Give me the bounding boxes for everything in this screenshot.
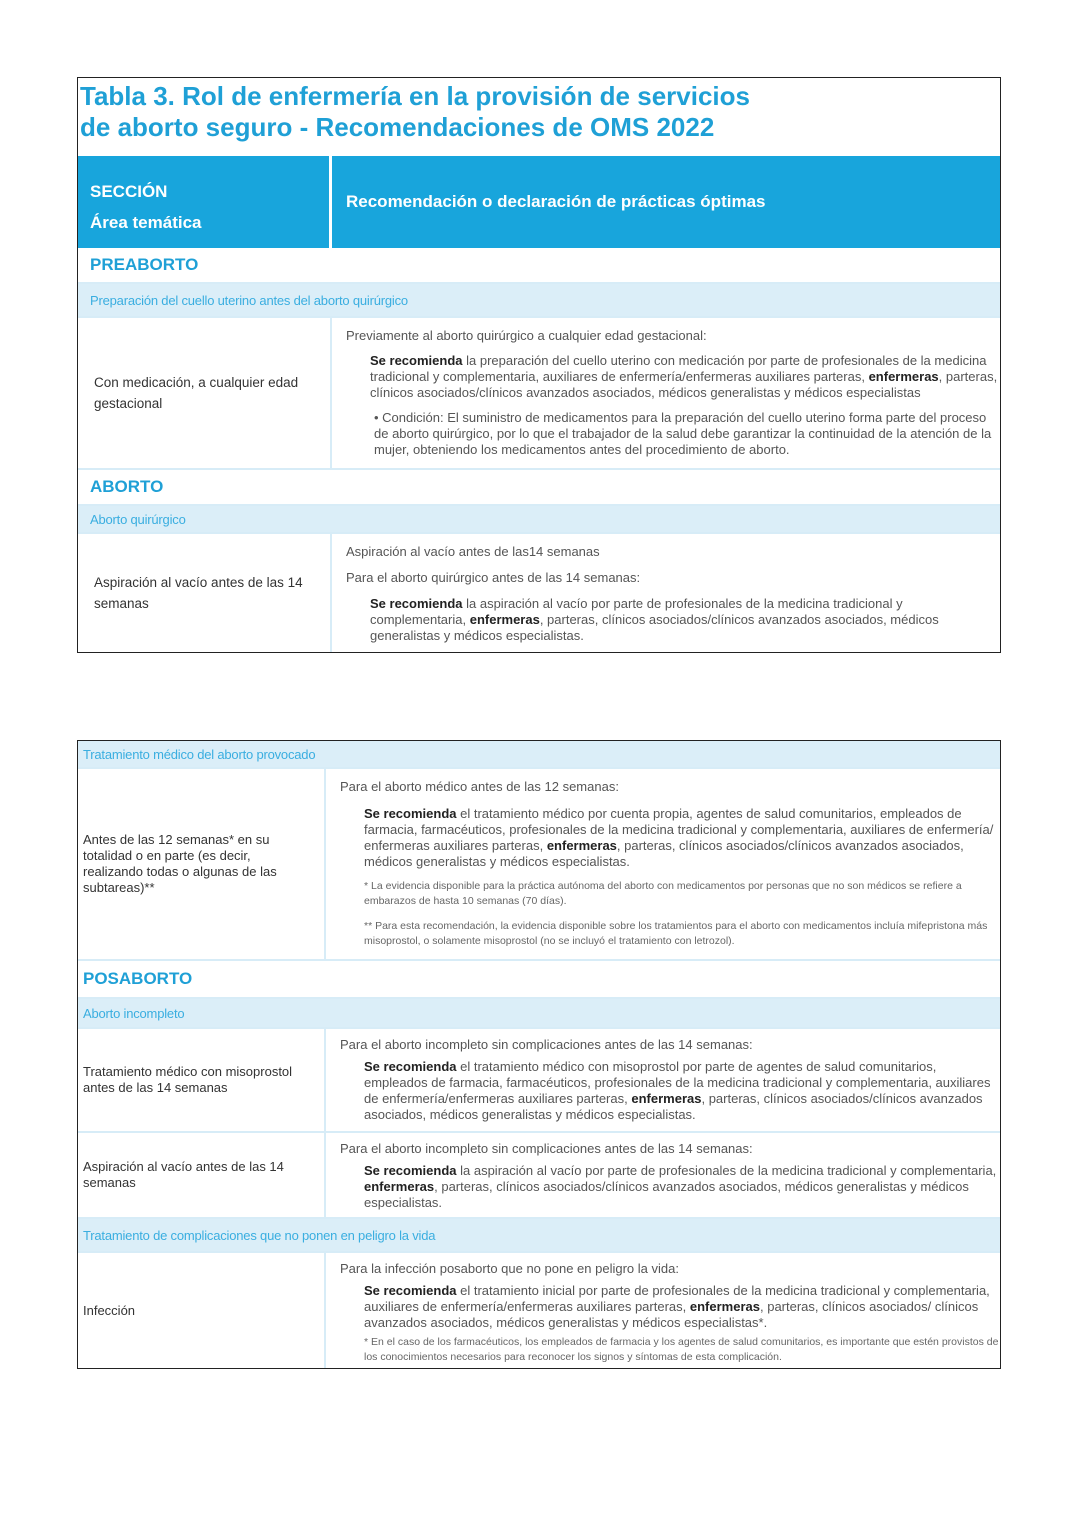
row-area: Con medicación, a cualquier edad gestacional xyxy=(78,318,332,468)
rec-text-2: , parteras, clínicos asociados/clínicos avanzados asociados, médicos generalistas y médicos especialistas. xyxy=(364,1091,983,1122)
rec-text-1: la aspiración al vacío por parte de profesionales de la medicina tradicional y complementaria, xyxy=(370,596,903,627)
subsection-preparacion: Preparación del cuello uterino antes del aborto quirúrgico xyxy=(78,284,1000,318)
row-rec-text xyxy=(340,1163,1000,1211)
table-row xyxy=(78,1133,1000,1219)
row-note-1: * La evidencia disponible para la práctica autónoma del aborto con medicamentos por personas que no son médicos se refiere a embarazos de hasta 10 semanas (70 días). xyxy=(364,880,962,907)
row-rec-text xyxy=(340,1059,1000,1123)
section-preaborto: PREABORTO xyxy=(78,248,1000,284)
rec-bold-2: enfermeras xyxy=(689,1299,760,1314)
row-area: Antes de las 12 semanas* en su totalidad o en parte (es decir, realizando todas o algunas de las subtareas)** xyxy=(78,769,326,959)
table-row xyxy=(78,1253,1000,1368)
rec-bold: Se recomienda xyxy=(364,1283,457,1298)
rec-text-1: el tratamiento médico por cuenta propia, agentes de salud comunitarios, empleados de farmacia, farmacéuticos, profesionales de la medicina tradicional y complementaria, auxiliares de enfermería/ enfermeras auxiliares parteras, xyxy=(364,806,994,853)
header-area-label: Área temática xyxy=(90,213,202,232)
header-seccion-label: SECCIÓN xyxy=(90,182,168,201)
header-col-recomendacion: Recomendación o declaración de prácticas óptimas xyxy=(346,192,766,211)
table-row xyxy=(78,1029,1000,1133)
subsection-incompleto: Aborto incompleto xyxy=(78,999,1000,1029)
subsection-tratamiento: Tratamiento médico del aborto provocado xyxy=(78,741,1000,769)
table-1 xyxy=(77,77,1001,653)
table-2 xyxy=(77,740,1001,1369)
row-line-2: Para el aborto quirúrgico antes de las 14 semanas: xyxy=(346,570,641,585)
row-recommendation xyxy=(332,318,1000,468)
rec-bold: Se recomienda xyxy=(370,353,463,368)
row-rec-text xyxy=(346,596,1000,644)
row-recommendation xyxy=(332,534,1000,652)
rec-text-2: , parteras, clínicos asociados/ clínicos avanzados asociados, médicos generalistas y médicos especialistas*. xyxy=(364,1299,979,1330)
row-recommendation xyxy=(326,1133,1000,1217)
rec-text-1: la preparación del cuello uterino con medicación por parte de profesionales de la medicina tradicional y complementaria, auxiliares de enfermería/enfermeras auxiliares parteras, xyxy=(370,353,987,384)
row-area: Tratamiento médico con misoprostol antes de las 14 semanas xyxy=(78,1029,326,1131)
rec-bold-2: enfermeras xyxy=(364,1179,435,1194)
rec-bold-2: enfermeras xyxy=(546,838,617,853)
rec-text-2: , parteras, clínicos asociados/clínicos avanzados asociados, médicos generalistas y médicos especialistas. xyxy=(370,612,939,643)
row-rec-text xyxy=(340,806,1000,870)
rec-bold: Se recomienda xyxy=(364,1163,457,1178)
row-rec-text xyxy=(340,1283,1000,1331)
row-note-2: ** Para esta recomendación, la evidencia disponible sobre los tratamientos para el aborto con medicamentos incluía mifepristona más misoprostol, o solamente misoprostol (no se incluyó el tratamiento con letrozol). xyxy=(364,920,988,947)
table-title xyxy=(78,78,1000,156)
rec-bold: Se recomienda xyxy=(364,806,457,821)
rec-text-1: el tratamiento médico con misoprostol por parte de agentes de salud comunitarios, empleados de farmacia, farmacéuticos, profesionales de la medicina tradicional y complementaria, auxiliares de enfermería/enfermeras auxiliares parteras, xyxy=(364,1059,991,1106)
header-col-seccion xyxy=(78,156,332,248)
row-area: Aspiración al vacío antes de las 14 semanas xyxy=(78,1133,326,1217)
subsection-quirurgico: Aborto quirúrgico xyxy=(78,506,1000,534)
rec-text-2: , parteras, clínicos asociados/clínicos avanzados asociados, médicos generalistas y médicos especialistas xyxy=(370,369,998,400)
table-row xyxy=(78,769,1000,961)
row-area: Aspiración al vacío antes de las 14 semanas xyxy=(78,534,332,652)
row-rec-text xyxy=(346,353,1000,401)
section-posaborto: POSABORTO xyxy=(78,961,1000,999)
rec-text-1: el tratamiento inicial por parte de profesionales de la medicina tradicional y complementaria, auxiliares de enfermería/enfermeras auxiliares parteras, xyxy=(364,1283,990,1314)
rec-bold: Se recomienda xyxy=(370,596,463,611)
row-intro: Para el aborto incompleto sin complicaciones antes de las 14 semanas: xyxy=(340,1037,753,1052)
rec-bold-2: enfermeras xyxy=(631,1091,702,1106)
row-recommendation xyxy=(326,769,1000,959)
section-aborto: ABORTO xyxy=(78,470,1000,506)
row-intro: Para el aborto incompleto sin complicaciones antes de las 14 semanas: xyxy=(340,1141,753,1156)
row-intro: Previamente al aborto quirúrgico a cualquier edad gestacional: xyxy=(346,328,707,343)
title-line-1: Tabla 3. Rol de enfermería en la provisión de servicios xyxy=(80,81,750,111)
table-row xyxy=(78,318,1000,470)
table-header xyxy=(78,156,1000,248)
title-line-2: de aborto seguro - Recomendaciones de OMS 2022 xyxy=(80,112,715,142)
rec-text-2: , parteras, clínicos asociados/clínicos avanzados asociados, médicos generalistas y médicos especialistas. xyxy=(364,838,964,869)
table-row xyxy=(78,534,1000,652)
rec-bold-2: enfermeras xyxy=(868,369,939,384)
row-area: Infección xyxy=(78,1253,326,1368)
rec-bold: Se recomienda xyxy=(364,1059,457,1074)
row-intro: Para la infección posaborto que no pone en peligro la vida: xyxy=(340,1261,679,1276)
row-recommendation xyxy=(326,1253,1000,1368)
row-condition: • Condición: El suministro de medicamentos para la preparación del cuello uterino forma parte del proceso de aborto quirúrgico, por lo que el trabajador de la salud debe garantizar la continuidad de la atención de la mujer, obteniendo los medicamentos antes del procedimiento de aborto. xyxy=(374,410,992,457)
rec-bold-2: enfermeras xyxy=(469,612,540,627)
row-recommendation xyxy=(326,1029,1000,1131)
row-intro: Para el aborto médico antes de las 12 semanas: xyxy=(340,779,619,794)
rec-text-1: la aspiración al vacío por parte de profesionales de la medicina tradicional y complementaria, xyxy=(456,1163,997,1178)
subsection-complicaciones: Tratamiento de complicaciones que no ponen en peligro la vida xyxy=(78,1219,1000,1253)
row-note: * En el caso de los farmacéuticos, los empleados de farmacia y los agentes de salud comunitarios, es importante que estén provistos de los conocimientos necesarios para reconocer los signos y síntomas de esta complicación. xyxy=(364,1336,999,1363)
rec-text-2: , parteras, clínicos asociados/clínicos avanzados asociados, médicos generalistas y médicos especialistas. xyxy=(364,1179,969,1210)
row-line-1: Aspiración al vacío antes de las14 semanas xyxy=(346,544,600,559)
